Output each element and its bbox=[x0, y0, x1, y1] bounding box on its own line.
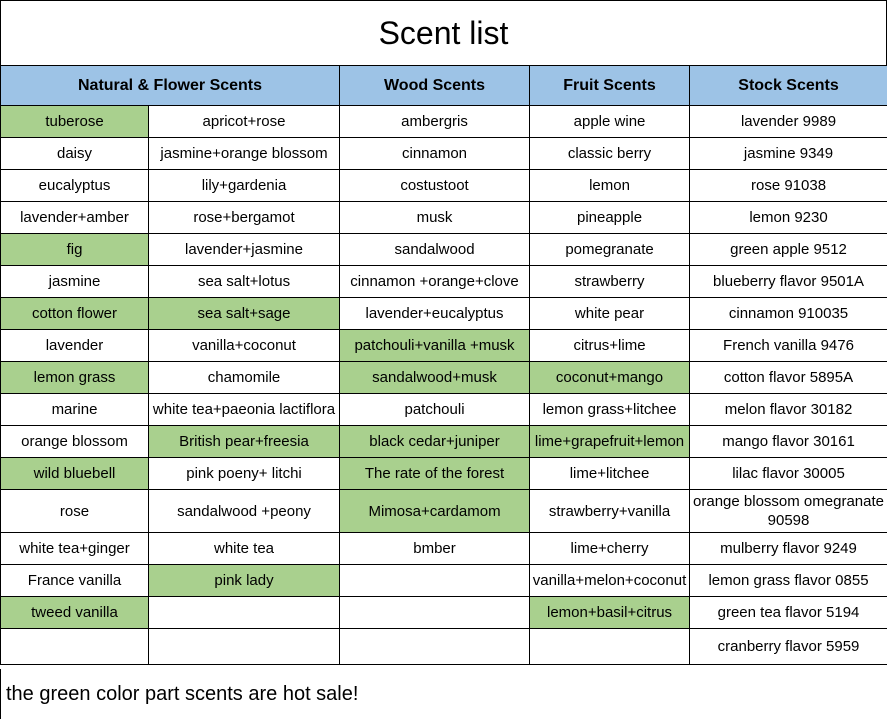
scent-cell: blueberry flavor 9501A bbox=[690, 266, 887, 298]
scent-cell: lemon 9230 bbox=[690, 202, 887, 234]
scent-cell: lemon grass+litchee bbox=[530, 394, 690, 426]
scent-cell: lemon grass flavor 0855 bbox=[690, 565, 887, 597]
scent-cell: ambergris bbox=[340, 106, 530, 138]
scent-cell: Mimosa+cardamom bbox=[340, 490, 530, 533]
table-row bbox=[1, 234, 887, 266]
scent-cell: rose+bergamot bbox=[149, 202, 340, 234]
header-row bbox=[1, 66, 887, 106]
scent-cell: musk bbox=[340, 202, 530, 234]
scent-cell: daisy bbox=[1, 138, 149, 170]
scent-cell: white tea bbox=[149, 533, 340, 565]
scent-cell: lemon grass bbox=[1, 362, 149, 394]
scent-cell bbox=[340, 597, 530, 629]
scent-cell: France vanilla bbox=[1, 565, 149, 597]
scent-cell: pomegranate bbox=[530, 234, 690, 266]
scent-cell: coconut+mango bbox=[530, 362, 690, 394]
table-row bbox=[1, 266, 887, 298]
scent-cell: pink poeny+ litchi bbox=[149, 458, 340, 490]
scent-cell: mulberry flavor 9249 bbox=[690, 533, 887, 565]
scent-cell: sandalwood+musk bbox=[340, 362, 530, 394]
scent-cell: white tea+paeonia lactiflora bbox=[149, 394, 340, 426]
table-row bbox=[1, 298, 887, 330]
scent-cell: strawberry bbox=[530, 266, 690, 298]
scent-cell: cinnamon bbox=[340, 138, 530, 170]
scent-cell: sea salt+lotus bbox=[149, 266, 340, 298]
scent-cell: tuberose bbox=[1, 106, 149, 138]
scent-cell: sandalwood bbox=[340, 234, 530, 266]
hot-sale-note: the green color part scents are hot sale! bbox=[0, 669, 887, 719]
scent-cell: lemon bbox=[530, 170, 690, 202]
scent-cell: cotton flavor 5895A bbox=[690, 362, 887, 394]
scent-cell: apricot+rose bbox=[149, 106, 340, 138]
table-row bbox=[1, 426, 887, 458]
table-row bbox=[1, 394, 887, 426]
scent-cell: bmber bbox=[340, 533, 530, 565]
column-header-stock: Stock Scents bbox=[690, 66, 887, 106]
scent-cell: lavender+eucalyptus bbox=[340, 298, 530, 330]
scent-cell: orange blossom omegranate 90598 bbox=[690, 490, 887, 533]
scent-cell bbox=[530, 629, 690, 665]
scent-cell: cinnamon +orange+clove bbox=[340, 266, 530, 298]
scent-cell: vanilla+coconut bbox=[149, 330, 340, 362]
table-row bbox=[1, 458, 887, 490]
table-row bbox=[1, 170, 887, 202]
scent-cell: cotton flower bbox=[1, 298, 149, 330]
scent-cell: costustoot bbox=[340, 170, 530, 202]
scent-cell: rose 91038 bbox=[690, 170, 887, 202]
scent-cell: lavender 9989 bbox=[690, 106, 887, 138]
scent-cell: black cedar+juniper bbox=[340, 426, 530, 458]
scent-cell: white pear bbox=[530, 298, 690, 330]
scent-cell: lavender+amber bbox=[1, 202, 149, 234]
scent-cell: jasmine+orange blossom bbox=[149, 138, 340, 170]
scent-cell: classic berry bbox=[530, 138, 690, 170]
scent-cell: lavender bbox=[1, 330, 149, 362]
scent-cell: jasmine bbox=[1, 266, 149, 298]
table-row bbox=[1, 138, 887, 170]
scent-cell: white tea+ginger bbox=[1, 533, 149, 565]
scent-cell: pink lady bbox=[149, 565, 340, 597]
scent-cell: The rate of the forest bbox=[340, 458, 530, 490]
scent-cell: rose bbox=[1, 490, 149, 533]
table-row bbox=[1, 202, 887, 234]
scent-cell bbox=[340, 629, 530, 665]
scent-cell: green apple 9512 bbox=[690, 234, 887, 266]
scent-cell: French vanilla 9476 bbox=[690, 330, 887, 362]
scent-cell: cranberry flavor 5959 bbox=[690, 629, 887, 665]
scent-cell: sandalwood +peony bbox=[149, 490, 340, 533]
scent-cell: cinnamon 910035 bbox=[690, 298, 887, 330]
table-row bbox=[1, 565, 887, 597]
scent-cell bbox=[340, 565, 530, 597]
scent-cell: mango flavor 30161 bbox=[690, 426, 887, 458]
scent-cell: lime+litchee bbox=[530, 458, 690, 490]
scent-cell: lavender+jasmine bbox=[149, 234, 340, 266]
scent-cell: vanilla+melon+coconut bbox=[530, 565, 690, 597]
scent-cell: sea salt+sage bbox=[149, 298, 340, 330]
scent-table bbox=[0, 65, 887, 665]
table-row bbox=[1, 490, 887, 533]
scent-cell: orange blossom bbox=[1, 426, 149, 458]
scent-cell: marine bbox=[1, 394, 149, 426]
scent-cell bbox=[1, 629, 149, 665]
scent-cell: green tea flavor 5194 bbox=[690, 597, 887, 629]
table-row bbox=[1, 106, 887, 138]
table-row bbox=[1, 533, 887, 565]
column-header-natural: Natural & Flower Scents bbox=[1, 66, 340, 106]
scent-cell bbox=[149, 629, 340, 665]
page-title: Scent list bbox=[0, 0, 887, 65]
scent-cell: jasmine 9349 bbox=[690, 138, 887, 170]
scent-cell: fig bbox=[1, 234, 149, 266]
scent-cell: patchouli+vanilla +musk bbox=[340, 330, 530, 362]
scent-cell: tweed vanilla bbox=[1, 597, 149, 629]
table-row bbox=[1, 629, 887, 665]
scent-cell: pineapple bbox=[530, 202, 690, 234]
scent-cell: lime+grapefruit+lemon bbox=[530, 426, 690, 458]
scent-cell: patchouli bbox=[340, 394, 530, 426]
scent-cell: chamomile bbox=[149, 362, 340, 394]
table-row bbox=[1, 330, 887, 362]
scent-cell: melon flavor 30182 bbox=[690, 394, 887, 426]
table-row bbox=[1, 597, 887, 629]
scent-cell: lime+cherry bbox=[530, 533, 690, 565]
scent-cell bbox=[149, 597, 340, 629]
column-header-fruit: Fruit Scents bbox=[530, 66, 690, 106]
table-row bbox=[1, 362, 887, 394]
scent-cell: lilac flavor 30005 bbox=[690, 458, 887, 490]
scent-cell: lemon+basil+citrus bbox=[530, 597, 690, 629]
scent-cell: wild bluebell bbox=[1, 458, 149, 490]
scent-cell: apple wine bbox=[530, 106, 690, 138]
scent-cell: British pear+freesia bbox=[149, 426, 340, 458]
scent-cell: strawberry+vanilla bbox=[530, 490, 690, 533]
scent-cell: eucalyptus bbox=[1, 170, 149, 202]
column-header-wood: Wood Scents bbox=[340, 66, 530, 106]
scent-cell: lily+gardenia bbox=[149, 170, 340, 202]
scent-cell: citrus+lime bbox=[530, 330, 690, 362]
